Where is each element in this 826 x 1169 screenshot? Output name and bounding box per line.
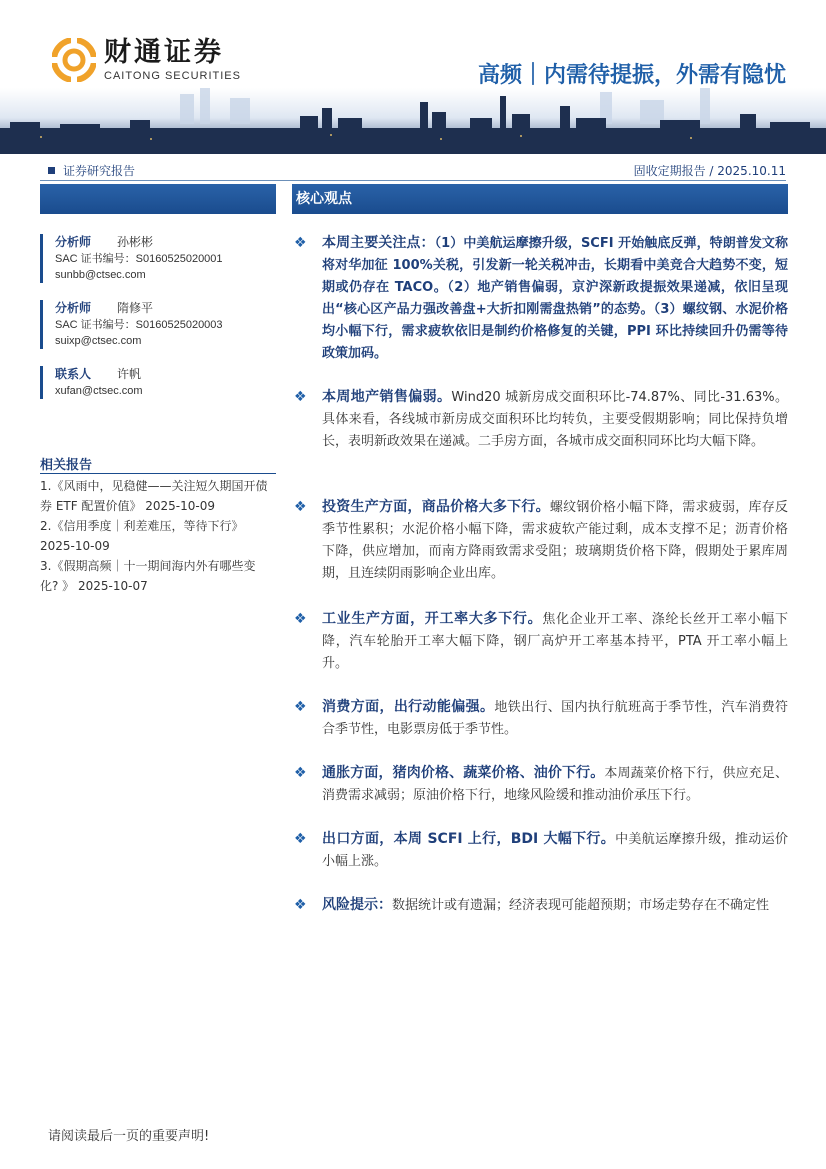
analyst-role: 分析师	[55, 301, 92, 315]
analyst-email[interactable]: sunbb@ctsec.com	[55, 269, 146, 281]
diamond-bullet-icon: ❖	[294, 831, 307, 847]
core-point	[292, 696, 788, 741]
logo-english-name: CAITONG SECURITIES	[104, 70, 241, 82]
analyst-role: 分析师	[55, 235, 92, 249]
point-heading: 本周地产销售偏弱。	[322, 389, 452, 405]
point-bold-text: （1）中美航运摩擦升级，SCFI 开始触底反弹，特朗普发文称将对华加征 100%关税，引发新一轮关税冲击，长期看中美竞合大趋势不变，短期或仍存在 TACO。（2）地产销售偏弱，京沪深新政提振效果递减，依旧呈现出“核心区产品力强改善盘+大折扣刚需盘热销”的态势。（3）螺纹钢、水泥价格均小幅下行，需求疲软依旧是制约价格修复的关键，PPI 环比持续回升仍需等待政策加码。	[322, 236, 788, 361]
diamond-bullet-icon: ❖	[294, 389, 307, 405]
related-report-line[interactable]: 1.《风雨中，见稳健——关注短久期国开债	[40, 479, 268, 493]
point-text: 本周蔬菜价格下行，供应充足、消费需求减弱；原油价格下行，地缘风险缓和推动油价承压下行。	[322, 766, 788, 803]
core-point	[292, 762, 788, 807]
contact-role: 联系人	[55, 367, 92, 381]
core-views-header: 核心观点	[292, 184, 788, 214]
core-point	[292, 828, 788, 873]
point-heading: 出口方面，本周 SCFI 上行，BDI 大幅下行。	[322, 831, 616, 847]
diamond-bullet-icon: ❖	[294, 235, 307, 251]
contact-card	[40, 366, 276, 399]
contact-name: 许帆	[117, 367, 142, 381]
analyst-card-1	[40, 234, 276, 283]
disclaimer-notice: 请阅读最后一页的重要声明!	[48, 1129, 210, 1144]
analyst-cert: SAC 证书编号：S0160525020001	[55, 253, 223, 265]
diamond-bullet-icon: ❖	[294, 699, 307, 715]
related-reports-divider	[40, 473, 276, 474]
point-text: 焦化企业开工率、涤纶长丝开工率小幅下降，汽车轮胎开工率大幅下降，钢厂高炉开工率基本持平，PTA 开工率小幅上升。	[322, 612, 788, 671]
core-point	[292, 232, 788, 365]
point-heading: 本周主要关注点：	[322, 235, 435, 251]
point-heading: 风险提示：	[322, 897, 392, 913]
point-heading: 通胀方面，猪肉价格、蔬菜价格、油价下行。	[322, 765, 605, 781]
report-type-date: 固收定期报告 / 2025.10.11	[633, 163, 786, 178]
logo-emblem-icon	[52, 38, 96, 82]
related-reports-list	[40, 476, 276, 596]
point-heading: 消费方面，出行动能偏强。	[322, 699, 495, 715]
related-reports-title: 相关报告	[40, 458, 93, 473]
analyst-card-2	[40, 300, 276, 349]
related-report-line[interactable]: 2.《信用季度｜利差难压，等待下行》	[40, 519, 244, 533]
header-banner-image	[0, 88, 826, 154]
related-report-line[interactable]: 券 ETF 配置价值》 2025-10-09	[40, 499, 215, 513]
subheader	[40, 160, 786, 180]
left-column-header-bar	[40, 184, 276, 214]
point-heading: 工业生产方面，开工率大多下行。	[322, 611, 543, 627]
related-report-line[interactable]: 化? 》 2025-10-07	[40, 579, 148, 593]
diamond-bullet-icon: ❖	[294, 499, 307, 515]
contact-email[interactable]: xufan@ctsec.com	[55, 385, 143, 397]
diamond-bullet-icon: ❖	[294, 897, 307, 913]
report-title: 高频｜内需待提振，外需有隐忧	[477, 63, 786, 88]
core-point	[292, 608, 788, 675]
logo-chinese-name: 财通证券	[104, 37, 224, 68]
analyst-email[interactable]: suixp@ctsec.com	[55, 335, 142, 347]
diamond-bullet-icon: ❖	[294, 611, 307, 627]
core-point	[292, 386, 788, 453]
point-text: 地铁出行、国内执行航班高于季节性，汽车消费符合季节性，电影票房低于季节性。	[322, 700, 788, 737]
core-point	[292, 894, 788, 917]
point-text: Wind20 城新房成交面积环比-74.87%、同比-31.63%。具体来看，各线城市新房成交面积环比均转负，主要受假期影响；同比保持负增长，表明新政效果在递减。二手房方面，各城市成交面积同环比均大幅下降。	[322, 390, 788, 449]
diamond-bullet-icon: ❖	[294, 765, 307, 781]
square-bullet-icon	[48, 167, 55, 174]
related-report-line[interactable]: 3.《假期高频｜十一期间海内外有哪些变	[40, 559, 256, 573]
point-heading: 投资生产方面，商品价格大多下行。	[322, 499, 550, 515]
point-text: 螺纹钢价格小幅下降，需求疲弱，库存反季节性累积；水泥价格小幅下降，需求疲软产能过剩，成本支撑不足；沥青价格下降，供应增加，而南方降雨致需求受阻；玻璃期货价格下降，假期处于累库周期，且连续阴雨影响企业出库。	[322, 500, 788, 581]
point-text: 中美航运摩擦升级，推动运价小幅上涨。	[322, 832, 788, 869]
subheader-divider	[40, 180, 786, 181]
core-point	[292, 496, 788, 585]
analyst-name: 隋修平	[117, 301, 154, 315]
analyst-name: 孙彬彬	[117, 235, 154, 249]
related-report-line[interactable]: 2025-10-09	[40, 539, 110, 553]
report-category: 证券研究报告	[63, 163, 136, 178]
company-logo	[52, 38, 241, 82]
point-text: 数据统计或有遗漏；经济表现可能超预期；市场走势存在不确定性	[392, 898, 770, 913]
analyst-cert: SAC 证书编号：S0160525020003	[55, 319, 223, 331]
